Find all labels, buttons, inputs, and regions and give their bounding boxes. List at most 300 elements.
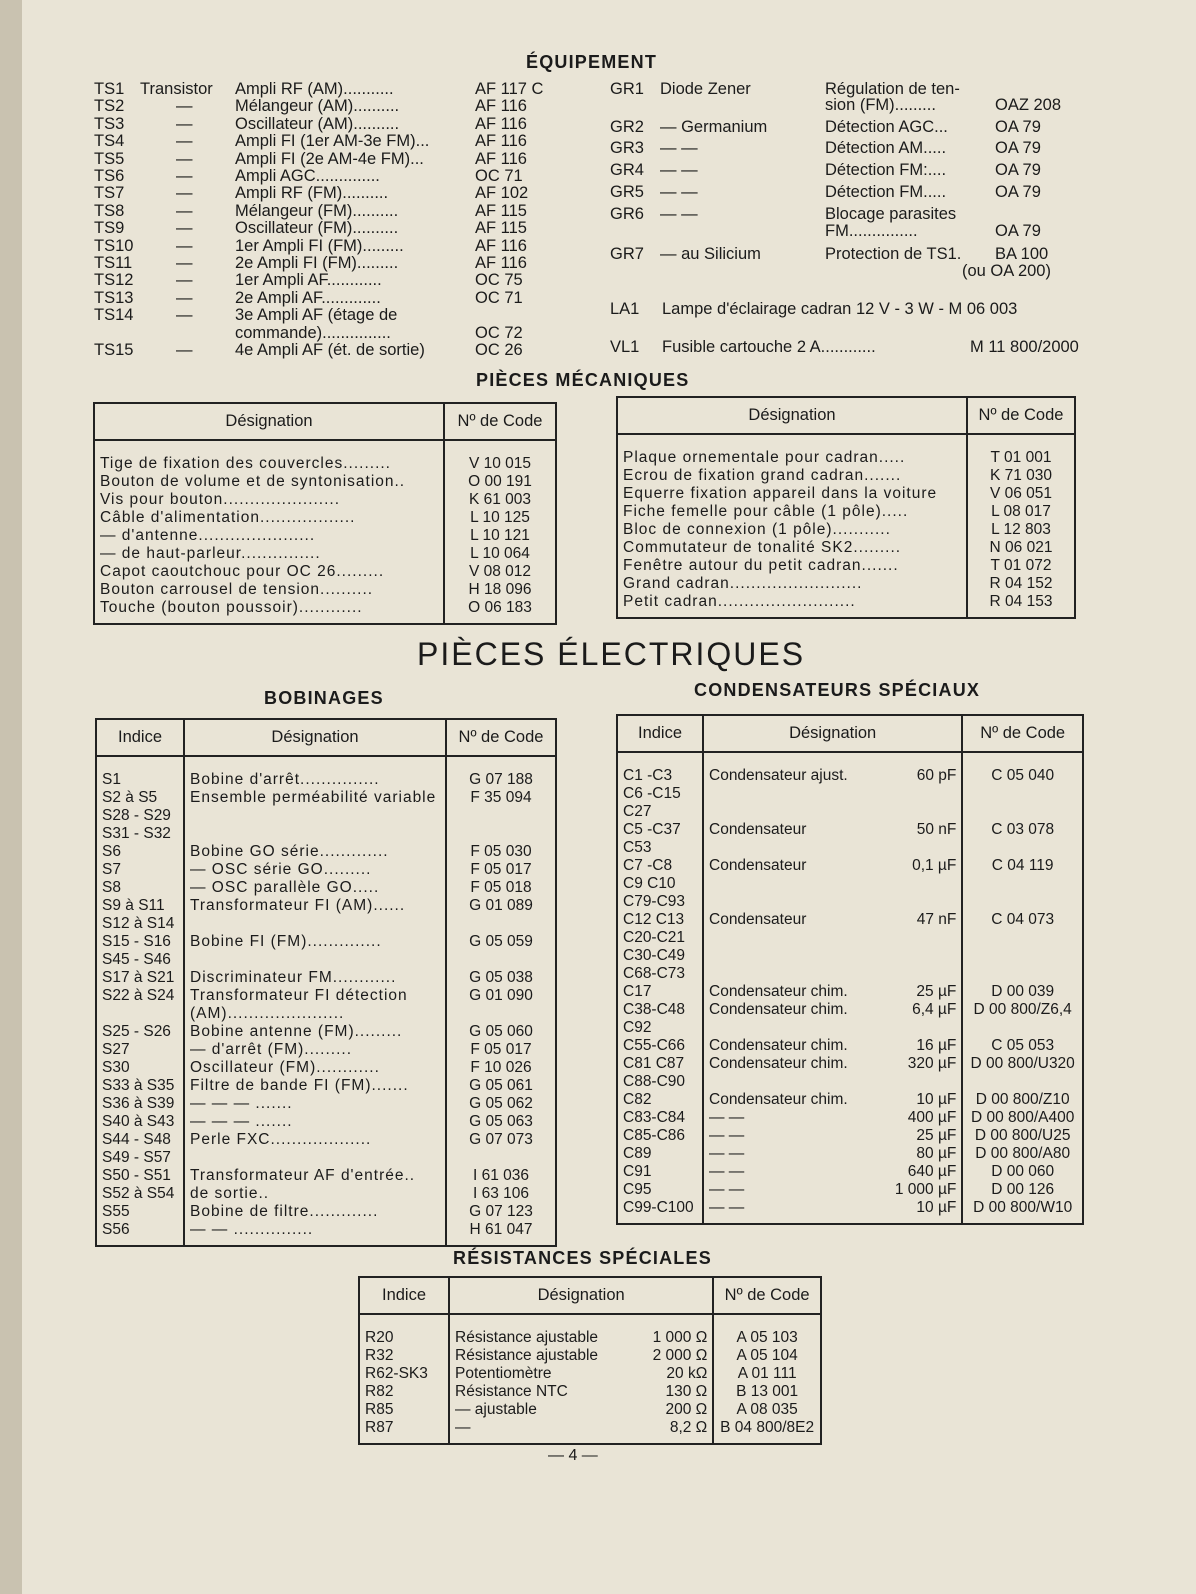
table-row [94, 581, 556, 599]
indice: S25 - S26 [102, 1023, 171, 1040]
indice: S56 [102, 1221, 130, 1238]
table-row [617, 521, 1075, 539]
ref: TS9 [94, 219, 125, 238]
code: OC 75 [475, 271, 523, 290]
col-code: Nº de Code [446, 719, 556, 756]
table-row [617, 911, 1083, 983]
type: — [176, 341, 193, 359]
designation: Oscillateur (FM)............ [184, 1059, 446, 1077]
table-row [617, 1001, 1083, 1037]
ref: TS12 [94, 271, 134, 290]
designation: Bobine antenne (FM)......... [184, 1023, 446, 1041]
table-row [94, 545, 556, 563]
indice: R87 [365, 1419, 394, 1436]
value: 50 nF [916, 821, 957, 838]
code: OA 79 [995, 139, 1041, 157]
indice: C38-C48 C92 [623, 1001, 686, 1036]
designation: Bloc de connexion (1 pôle)........... [623, 521, 891, 538]
indice: R32 [365, 1347, 394, 1364]
col-code: Nº de Code [713, 1277, 821, 1314]
code: V 10 015 [444, 440, 556, 473]
designation: — d'antenne...................... [100, 527, 316, 544]
code: OA 79 [995, 161, 1041, 179]
designation: — — [703, 1199, 878, 1224]
table-row [94, 491, 556, 509]
code: BA 100 [995, 245, 1049, 263]
type: — [176, 306, 193, 325]
value: 1 000 µF [894, 1181, 957, 1198]
table-row [617, 1091, 1083, 1109]
type: — [176, 184, 193, 203]
designation: — — [703, 1163, 878, 1181]
ref: GR1 [610, 80, 644, 98]
desc: Mélangeur (AM).......... [235, 97, 400, 116]
code: G 05 062 [446, 1095, 556, 1113]
code: A 01 111 [713, 1365, 821, 1383]
code: AF 116 [475, 132, 527, 151]
code: D 00 800/A400 [962, 1109, 1083, 1127]
code: T 01 001 [967, 434, 1075, 467]
indice: S55 [102, 1203, 130, 1220]
ref: GR4 [610, 161, 644, 179]
designation: Bobine FI (FM).............. [184, 933, 446, 969]
desc: Détection FM..... [825, 183, 947, 201]
table-row [617, 1127, 1083, 1145]
code: F 05 017 [446, 861, 556, 879]
table-row [617, 503, 1075, 521]
type: Transistor [140, 80, 213, 98]
code: AF 116 [475, 254, 527, 272]
designation: Condensateur chim. [703, 1055, 878, 1091]
value: 16 µF [916, 1037, 957, 1054]
table-row [617, 467, 1075, 485]
indice: S2 à S5 S28 - S29 S31 - S32 [102, 789, 171, 842]
value: 25 µF [916, 1127, 957, 1144]
designation: Résistance ajustable [449, 1347, 634, 1365]
table-row [94, 509, 556, 527]
table-row [617, 1145, 1083, 1163]
indice: S22 à S24 [102, 987, 175, 1004]
desc: Ampli RF (FM).......... [235, 184, 389, 203]
designation: Commutateur de tonalité SK2......... [623, 539, 902, 556]
type: — [176, 219, 193, 238]
code: D 00 800/U320 [962, 1055, 1083, 1091]
designation: — [449, 1419, 634, 1444]
ref: GR3 [610, 139, 644, 157]
col-designation: Désignation [184, 719, 446, 756]
code: AF 116 [475, 114, 527, 133]
code: C 04 119 [962, 857, 1083, 911]
indice: S40 à S43 [102, 1113, 175, 1130]
type: — [176, 97, 193, 116]
table-row [94, 527, 556, 545]
designation: — de haut-parleur............... [100, 545, 321, 562]
designation: Ensemble perméabilité variable [184, 789, 446, 843]
designation: Vis pour bouton...................... [100, 491, 341, 508]
desc: sion (FM)......... [825, 96, 936, 114]
designation: Touche (bouton poussoir)............ [100, 599, 363, 616]
table-row [96, 1095, 556, 1113]
value: 6,4 µF [912, 1001, 957, 1018]
table-row [96, 861, 556, 879]
code: (ou OA 200) [962, 262, 1051, 280]
designation: Condensateur [703, 911, 878, 983]
value: 130 Ω [665, 1383, 708, 1400]
designation: — — — ....... [184, 1113, 446, 1131]
type: — Germanium [660, 118, 768, 136]
ref: TS8 [94, 201, 125, 220]
type: — [176, 201, 193, 220]
designation: Bouton carrousel de tension.......... [100, 581, 374, 598]
designation: — d'arrêt (FM)......... [184, 1041, 446, 1059]
designation: — — [703, 1127, 878, 1145]
ref: TS7 [94, 184, 125, 203]
designation: Condensateur [703, 821, 878, 857]
indice: C83-C84 [623, 1109, 686, 1126]
table-row [617, 1181, 1083, 1199]
resistances-table [358, 1276, 822, 1445]
table-row [96, 1131, 556, 1167]
code: B 13 001 [713, 1383, 821, 1401]
code: F 10 026 [446, 1059, 556, 1077]
ref: GR6 [610, 205, 644, 223]
table-row [96, 933, 556, 969]
table-row [94, 440, 556, 473]
bobinages-title: BOBINAGES [264, 688, 384, 708]
col-code: Nº de Code [444, 403, 556, 440]
col-designation: Désignation [617, 397, 967, 434]
equipement-title: ÉQUIPEMENT [526, 52, 658, 72]
type: — [176, 236, 193, 255]
code: G 07 073 [446, 1131, 556, 1167]
designation: — OSC série GO......... [184, 861, 446, 879]
table-row [617, 485, 1075, 503]
resistances-title: RÉSISTANCES SPÉCIALES [453, 1248, 712, 1268]
code: AF 115 [475, 201, 527, 220]
table-row [359, 1419, 821, 1444]
desc: Régulation de ten- [825, 80, 960, 98]
page-edge [0, 0, 22, 1594]
value: 320 µF [907, 1055, 957, 1072]
code: AF 117 C [475, 80, 544, 98]
designation: Transformateur AF d'entrée.. [184, 1167, 446, 1185]
desc: Oscillateur (AM).......... [235, 114, 400, 133]
table-row [94, 473, 556, 491]
desc: 1er Ampli FI (FM)......... [235, 236, 404, 255]
ref: TS11 [94, 254, 133, 272]
table-row [96, 843, 556, 861]
col-code: Nº de Code [962, 715, 1083, 752]
code: G 07 188 [446, 756, 556, 789]
code: F 35 094 [446, 789, 556, 843]
indice: S8 [102, 879, 121, 896]
table-row [617, 539, 1075, 557]
col-indice: Indice [359, 1277, 449, 1314]
code: F 05 017 [446, 1041, 556, 1059]
value: 60 pF [916, 767, 957, 784]
value: 200 Ω [665, 1401, 708, 1418]
table-row [96, 1041, 556, 1059]
designation: Bouton de volume et de syntonisation.. [100, 473, 406, 490]
code: I 63 106 [446, 1185, 556, 1203]
value: 0,1 µF [912, 857, 957, 874]
indice: S15 - S16 S45 - S46 [102, 933, 171, 968]
code: F 05 030 [446, 843, 556, 861]
ref: TS14 [94, 306, 134, 325]
table-row [96, 789, 556, 843]
table-row [96, 969, 556, 987]
designation: — — [703, 1181, 878, 1199]
designation: Condensateur chim. [703, 1001, 878, 1037]
type: — [176, 167, 193, 185]
table-row [96, 1221, 556, 1246]
table-row [617, 557, 1075, 575]
table-row [359, 1347, 821, 1365]
designation: Plaque ornementale pour cadran..... [623, 449, 906, 466]
designation: Potentiomètre [449, 1365, 634, 1383]
table-row [359, 1401, 821, 1419]
desc: Ampli FI (1er AM-3e FM)... [235, 132, 430, 151]
col-designation: Désignation [449, 1277, 713, 1314]
table-row [96, 756, 556, 789]
table-row [617, 1109, 1083, 1127]
code: OC 71 [475, 167, 523, 185]
indice: C81 C87 C88-C90 [623, 1055, 686, 1090]
indice: C91 [623, 1163, 652, 1180]
col-indice: Indice [96, 719, 184, 756]
desc: Blocage parasites [825, 205, 957, 223]
desc: Ampli RF (AM)........... [235, 80, 394, 98]
value: 25 µF [916, 983, 957, 1000]
value: 80 µF [916, 1145, 957, 1162]
indice: S27 [102, 1041, 130, 1058]
designation: Fenêtre autour du petit cadran....... [623, 557, 899, 574]
ref: TS13 [94, 288, 134, 307]
desc: Ampli AGC.............. [235, 167, 380, 185]
indice: S44 - S48 S49 - S57 [102, 1131, 171, 1166]
code: L 12 803 [967, 521, 1075, 539]
bobinages-table [95, 718, 557, 1247]
type: — [176, 149, 193, 168]
indice: S9 à S11 S12 à S14 [102, 897, 175, 932]
value: 400 µF [907, 1109, 957, 1126]
ref: GR2 [610, 118, 644, 136]
indice: S17 à S21 [102, 969, 175, 986]
code: G 05 063 [446, 1113, 556, 1131]
indice: C89 [623, 1145, 652, 1162]
code: G 01 089 [446, 897, 556, 933]
code: C 05 053 [962, 1037, 1083, 1055]
indice: C5 -C37 C53 [623, 821, 681, 856]
code: AF 116 [475, 97, 527, 116]
code: O 06 183 [444, 599, 556, 624]
ref: TS1 [94, 80, 125, 98]
table-row [96, 987, 556, 1023]
indice: S50 - S51 [102, 1167, 171, 1184]
code: G 05 038 [446, 969, 556, 987]
designation: — — [703, 1145, 878, 1163]
mecaniques-table-left [93, 402, 557, 625]
table-row [96, 897, 556, 933]
desc: Oscillateur (FM).......... [235, 219, 399, 238]
table-row [96, 1077, 556, 1095]
ref: GR7 [610, 245, 644, 263]
type: — [176, 254, 193, 272]
table-row [617, 1037, 1083, 1055]
table-row [96, 1023, 556, 1041]
code: D 00 800/Z6,4 [962, 1001, 1083, 1037]
code: A 08 035 [713, 1401, 821, 1419]
code: V 06 051 [967, 485, 1075, 503]
table-row [94, 563, 556, 581]
col-indice: Indice [617, 715, 703, 752]
indice: C12 C13 C20-C21 C30-C49 C68-C73 [623, 911, 686, 982]
designation: Transformateur FI (AM)...... [184, 897, 446, 933]
mecaniques-table-right [616, 396, 1076, 619]
code: O 00 191 [444, 473, 556, 491]
table-row [94, 599, 556, 624]
value: 1 000 Ω [652, 1329, 708, 1346]
indice: C55-C66 [623, 1037, 686, 1054]
table-row [96, 1113, 556, 1131]
type: Diode Zener [660, 80, 751, 98]
ref: TS6 [94, 167, 125, 185]
desc: Détection AM..... [825, 139, 947, 157]
designation: Fiche femelle pour câble (1 pôle)..... [623, 503, 909, 520]
indice: S1 [102, 771, 121, 788]
indice: C95 [623, 1181, 652, 1198]
value: 20 kΩ [666, 1365, 708, 1382]
table-row [96, 1203, 556, 1221]
page-number: — 4 — [548, 1447, 598, 1464]
designation: Discriminateur FM............ [184, 969, 446, 987]
ref: TS10 [94, 236, 134, 255]
value: 47 nF [916, 911, 957, 928]
pieces-mecaniques-title: PIÈCES MÉCANIQUES [476, 370, 690, 390]
type: — [176, 114, 193, 133]
type: — [176, 271, 193, 290]
col-designation: Désignation [94, 403, 444, 440]
indice: C99-C100 [623, 1199, 694, 1216]
code: H 61 047 [446, 1221, 556, 1246]
table-row [617, 857, 1083, 911]
code: R 04 152 [967, 575, 1075, 593]
indice: C82 [623, 1091, 652, 1108]
designation: Bobine de filtre............. [184, 1203, 446, 1221]
code: G 07 123 [446, 1203, 556, 1221]
table-row [617, 821, 1083, 857]
indice: R82 [365, 1383, 394, 1400]
indice: C7 -C8 C9 C10 C79-C93 [623, 857, 686, 910]
code: C 03 078 [962, 821, 1083, 857]
code: T 01 072 [967, 557, 1075, 575]
desc: Protection de TS1. [825, 245, 962, 263]
code: N 06 021 [967, 539, 1075, 557]
code: G 05 059 [446, 933, 556, 969]
designation: Petit cadran.......................... [623, 593, 856, 610]
code: L 10 064 [444, 545, 556, 563]
code: I 61 036 [446, 1167, 556, 1185]
code: D 00 800/U25 [962, 1127, 1083, 1145]
table-row [617, 434, 1075, 467]
table-row [617, 1199, 1083, 1224]
code: OA 79 [995, 118, 1041, 136]
designation: Condensateur [703, 857, 878, 911]
code: AF 116 [475, 236, 527, 255]
type: — — [660, 205, 698, 223]
condensateurs-table [616, 714, 1084, 1225]
desc: 2e Ampli AF............. [235, 288, 381, 307]
code: C 05 040 [962, 752, 1083, 821]
designation: Condensateur chim. [703, 1091, 878, 1109]
code: D 00 039 [962, 983, 1083, 1001]
type: — [176, 288, 193, 307]
designation: Tige de fixation des couvercles......... [100, 455, 391, 472]
code: OC 72 [475, 323, 523, 342]
indice: S6 [102, 843, 121, 860]
code: OA 79 [995, 222, 1041, 240]
designation: de sortie.. [184, 1185, 446, 1203]
value: 10 µF [916, 1199, 957, 1216]
code: D 00 126 [962, 1181, 1083, 1199]
code: OC 26 [475, 341, 523, 359]
designation: — — — ....... [184, 1095, 446, 1113]
type: — — [660, 183, 698, 201]
col-designation: Désignation [703, 715, 962, 752]
table-row [359, 1383, 821, 1401]
designation: Bobine GO série............. [184, 843, 446, 861]
table-row [617, 593, 1075, 618]
col-code: Nº de Code [967, 397, 1075, 434]
designation: Capot caoutchouc pour OC 26......... [100, 563, 385, 580]
pieces-electriques-title: PIÈCES ÉLECTRIQUES [417, 636, 806, 672]
indice: R85 [365, 1401, 394, 1418]
indice: S7 [102, 861, 121, 878]
code: OAZ 208 [995, 96, 1062, 114]
code: OC 71 [475, 288, 523, 307]
code: R 04 153 [967, 593, 1075, 618]
code: L 10 121 [444, 527, 556, 545]
code: D 00 800/Z10 [962, 1091, 1083, 1109]
designation: — OSC parallèle GO..... [184, 879, 446, 897]
ref: GR5 [610, 183, 644, 201]
designation: Condensateur chim. [703, 1037, 878, 1055]
designation: Condensateur chim. [703, 983, 878, 1001]
ref: TS2 [94, 97, 125, 116]
code: L 10 125 [444, 509, 556, 527]
desc: Détection FM:.... [825, 161, 947, 179]
designation: Ecrou de fixation grand cadran....... [623, 467, 902, 484]
value: 640 µF [907, 1163, 957, 1180]
desc: 2e Ampli FI (FM)......... [235, 254, 399, 272]
type: — [176, 132, 193, 151]
code: AF 115 [475, 219, 527, 238]
value: 8,2 Ω [669, 1419, 708, 1436]
code: K 71 030 [967, 467, 1075, 485]
table-row [96, 879, 556, 897]
code: D 00 800/W10 [962, 1199, 1083, 1224]
designation: Grand cadran......................... [623, 575, 863, 592]
designation: — ajustable [449, 1401, 634, 1419]
type: — — [660, 161, 698, 179]
indice: S30 [102, 1059, 130, 1076]
designation: Condensateur ajust. [703, 752, 878, 821]
code: G 01 090 [446, 987, 556, 1023]
code: OA 79 [995, 183, 1041, 201]
table-row [96, 1167, 556, 1185]
table-row [359, 1365, 821, 1383]
code: C 04 073 [962, 911, 1083, 983]
